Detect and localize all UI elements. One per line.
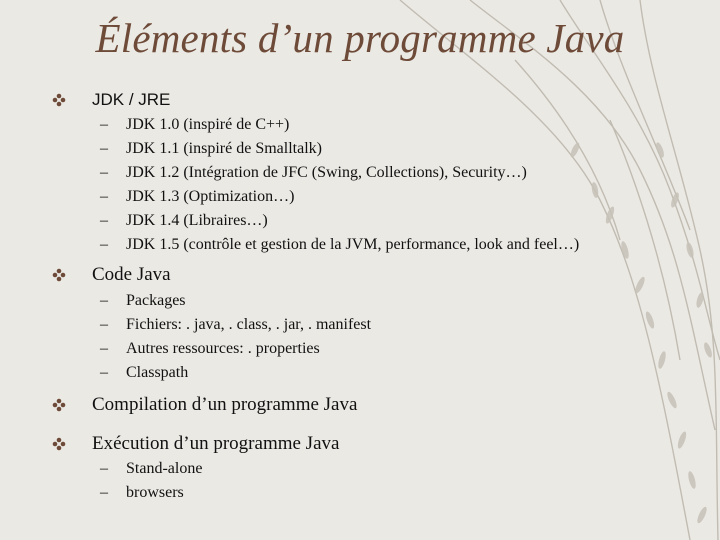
diamond-quad-icon: [52, 437, 66, 451]
sub-list: [100, 457, 202, 505]
dash-marker: –: [100, 484, 108, 501]
sub-item-text: Fichiers: . java, . class, . jar, . manifest: [126, 316, 372, 333]
sub-item: [100, 137, 579, 161]
sub-item: [100, 457, 202, 481]
dash-marker: –: [100, 188, 108, 205]
sub-item-text: browsers: [126, 484, 184, 501]
diamond-quad-icon: [52, 93, 66, 107]
sub-item-text: JDK 1.0 (inspiré de C++): [126, 116, 290, 133]
sub-item-text: Classpath: [126, 364, 189, 381]
dash-marker: –: [100, 212, 108, 229]
sub-item: [100, 337, 371, 361]
slide-title: Éléments d’un programme Java: [95, 15, 625, 61]
sub-item-text: JDK 1.1 (inspiré de Smalltalk): [126, 140, 322, 157]
dash-marker: –: [100, 340, 108, 357]
sub-item: [100, 361, 371, 385]
bullet-label: Compilation d’un programme Java: [92, 394, 358, 415]
sub-item-text: Autres ressources: . properties: [126, 340, 320, 357]
sub-item: [100, 481, 202, 505]
bullet-item: [52, 433, 339, 455]
sub-item: [100, 185, 579, 209]
diamond-quad-icon: [52, 398, 66, 412]
dash-marker: –: [100, 164, 108, 181]
dash-marker: –: [100, 116, 108, 133]
sub-item-text: JDK 1.5 (contrôle et gestion de la JVM, performance, look and feel…): [126, 236, 580, 253]
sub-list: [100, 113, 579, 257]
sub-item: [100, 209, 579, 233]
sub-item-text: Packages: [126, 292, 186, 309]
dash-marker: –: [100, 292, 108, 309]
sub-item-text: JDK 1.3 (Optimization…): [126, 188, 295, 205]
sub-item-text: Stand-alone: [126, 460, 203, 477]
sub-item: [100, 161, 579, 185]
bullet-label: Code Java: [92, 264, 171, 285]
dash-marker: –: [100, 140, 108, 157]
bullet-item: [52, 264, 171, 286]
sub-item: [100, 113, 579, 137]
dash-marker: –: [100, 460, 108, 477]
bullet-item: [52, 90, 170, 110]
bullet-label: Exécution d’un programme Java: [92, 433, 340, 454]
dash-marker: –: [100, 316, 108, 333]
sub-item-text: JDK 1.2 (Intégration de JFC (Swing, Collections), Security…): [126, 164, 527, 181]
diamond-quad-icon: [52, 268, 66, 282]
bullet-item: [52, 394, 357, 416]
dash-marker: –: [100, 364, 108, 381]
dash-marker: –: [100, 236, 108, 253]
sub-item: [100, 233, 579, 257]
sub-list: [100, 289, 371, 385]
bullet-label: JDK / JRE: [92, 90, 171, 109]
sub-item: [100, 289, 371, 313]
sub-item-text: JDK 1.4 (Libraires…): [126, 212, 268, 229]
sub-item: [100, 313, 371, 337]
